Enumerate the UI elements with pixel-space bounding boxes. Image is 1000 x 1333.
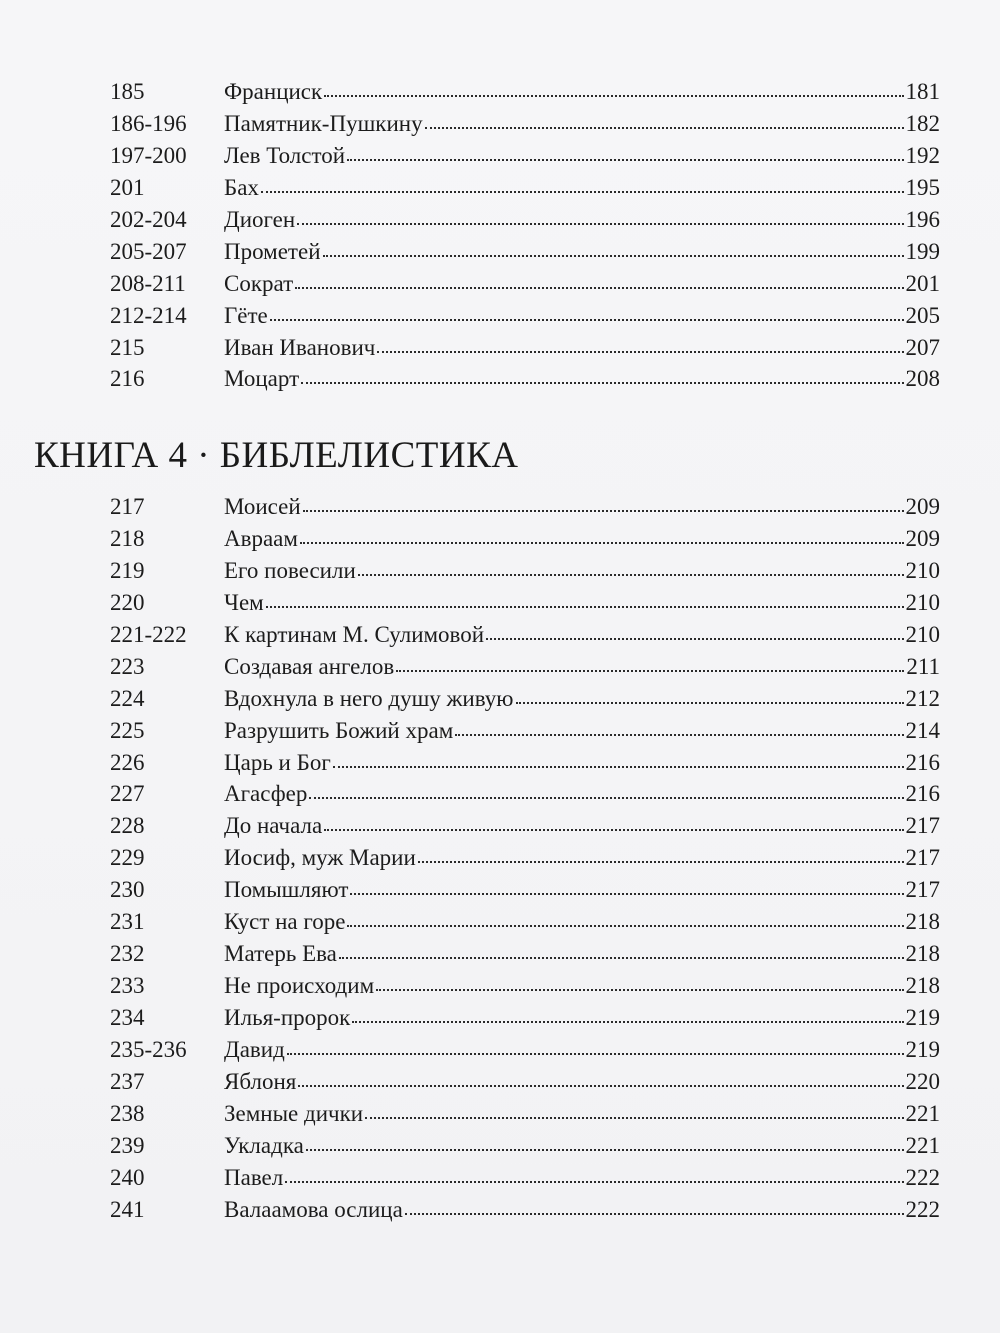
toc-entry-title: Моисей [224, 494, 301, 519]
toc-entry-number: 234 [110, 1005, 145, 1030]
toc-entry-number: 223 [110, 653, 145, 679]
toc-entry-number: 229 [110, 845, 145, 871]
toc-entry-number: 201 [110, 174, 145, 200]
toc-entry-number: 225 [110, 717, 145, 743]
toc-entry [110, 938, 940, 970]
toc-entry-number: 205-207 [110, 238, 187, 264]
toc-entry [110, 1034, 940, 1066]
toc-leader-dots [339, 941, 904, 961]
toc-entry-title: К картинам М. Сулимовой [224, 621, 485, 647]
toc-entry-number: 221-222 [110, 621, 187, 647]
toc-leader-dots [396, 654, 904, 674]
toc-leader-dots [347, 909, 903, 929]
toc-entry-title: Иосиф, муж Марии [224, 845, 416, 871]
toc-entry-page: 217 [905, 877, 940, 903]
toc-entry [110, 810, 940, 842]
toc-entry-page: 209 [905, 494, 940, 519]
toc-entry-page: 222 [905, 1164, 940, 1190]
toc-leader-dots [261, 175, 904, 195]
toc-entry-number: 197-200 [110, 142, 187, 168]
toc-entry [110, 683, 940, 715]
toc-entry-number: 186-196 [110, 110, 187, 136]
toc-entry-page: 219 [905, 1036, 940, 1062]
toc-entry [110, 1098, 940, 1130]
toc-leader-dots [365, 1101, 903, 1121]
toc-entry-page: 218 [905, 909, 940, 935]
toc-leader-dots [287, 1037, 904, 1057]
toc-entry-title: Диоген [224, 206, 296, 232]
toc-leader-dots [455, 718, 903, 738]
toc-entry-number: 227 [110, 781, 145, 807]
toc-leader-dots [516, 686, 904, 706]
toc-entry-page: 196 [905, 206, 940, 232]
toc-leader-dots [352, 1005, 903, 1025]
toc-entry-page: 210 [905, 621, 940, 647]
toc-entry-number: 230 [110, 877, 145, 903]
toc-entry-page: 214 [905, 717, 940, 743]
toc-entry-title: Чем [224, 589, 264, 615]
toc-leader-dots [297, 207, 903, 227]
toc-entry-title: Сократ [224, 270, 294, 296]
toc-entry-title: Яблоня [224, 1068, 297, 1094]
toc-entry-page: 208 [905, 366, 940, 392]
toc-entry-page: 220 [905, 1068, 940, 1094]
toc-entry [110, 204, 940, 236]
toc-leader-dots [300, 526, 904, 546]
toc-entry-number: 218 [110, 525, 145, 551]
toc-entry [110, 363, 940, 395]
toc-entry-title: Бах [224, 174, 259, 200]
toc-leader-dots [324, 79, 903, 99]
toc-entry-page: 219 [905, 1005, 940, 1030]
toc-leader-dots [324, 813, 903, 833]
toc-leader-dots [309, 781, 903, 801]
toc-entry-title: До начала [224, 813, 323, 839]
toc-entry-number: 240 [110, 1164, 145, 1190]
toc-entry-page: 217 [905, 845, 940, 871]
toc-entry [110, 1066, 940, 1098]
toc-entry [110, 1130, 940, 1162]
toc-entry [110, 1162, 940, 1194]
toc-leader-dots [295, 271, 903, 291]
toc-entry-page: 212 [905, 685, 940, 711]
toc-entry [110, 300, 940, 332]
toc-entry-title: Илья-пророк [224, 1005, 351, 1030]
toc-entry-page: 182 [905, 110, 940, 136]
toc-entry-page: 207 [905, 334, 940, 360]
toc-entry [110, 619, 940, 651]
toc-entry-page: 216 [905, 749, 940, 775]
toc-entry-title: Создавая ангелов [224, 653, 395, 679]
toc-entry-number: 231 [110, 909, 145, 935]
toc-entry-number: 212-214 [110, 302, 187, 328]
toc-entry-title: Моцарт [224, 366, 300, 392]
toc-leader-dots [350, 877, 903, 897]
toc-entry [110, 747, 940, 779]
toc-leader-dots [301, 366, 903, 386]
toc-entry-title: Вдохнула в него душу живую [224, 685, 514, 711]
toc-leader-dots [418, 845, 904, 865]
toc-leader-dots [358, 558, 904, 578]
toc-entry-number: 233 [110, 973, 145, 999]
toc-entry-number: 220 [110, 589, 145, 615]
toc-entry-number: 224 [110, 685, 145, 711]
toc-entry-number: 235-236 [110, 1036, 187, 1062]
toc-entry-page: 221 [905, 1132, 940, 1158]
toc-leader-dots [405, 1197, 904, 1217]
toc-entry [110, 970, 940, 1002]
toc-entry-page: 216 [905, 781, 940, 807]
toc-leader-dots [306, 1133, 904, 1153]
toc-entry [110, 874, 940, 906]
toc-leader-dots [347, 143, 903, 163]
toc-leader-dots [303, 494, 904, 514]
toc-entry-title: Не происходим [224, 973, 375, 999]
toc-entry-title: Прометей [224, 238, 321, 264]
toc-entry-page: 195 [905, 174, 940, 200]
toc-entry [110, 1194, 940, 1226]
toc-entry-page: 210 [905, 589, 940, 615]
toc-entry-title: Лев Толстой [224, 142, 346, 168]
toc-leader-dots [266, 590, 904, 610]
toc-entry-page: 210 [905, 557, 940, 583]
toc-entry-title: Давид [224, 1036, 285, 1062]
toc-list-bottom [110, 491, 940, 1226]
toc-entry-number: 232 [110, 941, 145, 967]
toc-entry-number: 185 [110, 79, 145, 104]
toc-leader-dots [425, 111, 904, 131]
toc-entry-page: 221 [905, 1100, 940, 1126]
toc-entry-number: 202-204 [110, 206, 187, 232]
toc-entry [110, 268, 940, 300]
toc-entry-title: Укладка [224, 1132, 304, 1158]
toc-entry-number: 208-211 [110, 270, 186, 296]
toc-entry-title: Разрушить Божий храм [224, 717, 454, 743]
toc-leader-dots [376, 973, 903, 993]
toc-entry [110, 108, 940, 140]
toc-entry-number: 241 [110, 1196, 145, 1222]
toc-leader-dots [486, 622, 903, 642]
toc-entry-title: Помышляют [224, 877, 349, 903]
toc-entry [110, 172, 940, 204]
toc-entry [110, 842, 940, 874]
toc-entry-number: 216 [110, 366, 145, 392]
toc-entry-page: 217 [905, 813, 940, 839]
toc-entry-page: 181 [905, 79, 940, 104]
toc-leader-dots [285, 1165, 903, 1185]
toc-entry [110, 587, 940, 619]
toc-entry-title: Павел [224, 1164, 284, 1190]
toc-entry-page: 192 [905, 142, 940, 168]
toc-entry-title: Земные дички [224, 1100, 364, 1126]
toc-entry-title: Куст на горе [224, 909, 346, 935]
toc-entry-page: 199 [905, 238, 940, 264]
toc-entry-number: 237 [110, 1068, 145, 1094]
toc-entry-title: Царь и Бог [224, 749, 331, 775]
toc-list-top [110, 76, 940, 395]
toc-entry-number: 239 [110, 1132, 145, 1158]
toc-entry [110, 491, 940, 523]
toc-entry [110, 140, 940, 172]
section-heading: КНИГА 4 · БИБЛЕЛИСТИКА [34, 435, 519, 476]
toc-entry-number: 238 [110, 1100, 145, 1126]
toc-entry [110, 1002, 940, 1034]
toc-entry-page: 209 [905, 525, 940, 551]
toc-entry [110, 651, 940, 683]
toc-entry-number: 215 [110, 334, 145, 360]
toc-entry-page: 218 [905, 941, 940, 967]
toc-entry [110, 555, 940, 587]
toc-entry [110, 523, 940, 555]
toc-leader-dots [298, 1069, 903, 1089]
toc-entry-page: 205 [905, 302, 940, 328]
toc-entry [110, 76, 940, 108]
toc-entry-title: Агасфер [224, 781, 308, 807]
toc-entry-number: 228 [110, 813, 145, 839]
toc-entry [110, 906, 940, 938]
toc-entry-page: 218 [905, 973, 940, 999]
toc-entry-title: Франциск [224, 79, 323, 104]
toc-entry-page: 211 [906, 653, 940, 679]
toc-entry-title: Матерь Ева [224, 941, 337, 967]
toc-leader-dots [333, 750, 904, 770]
toc-entry-title: Гёте [224, 302, 268, 328]
toc-entry-number: 219 [110, 557, 145, 583]
toc-entry [110, 332, 940, 364]
toc-entry-title: Его повесили [224, 557, 356, 583]
toc-entry-title: Авраам [224, 525, 298, 551]
toc-entry-page: 201 [905, 270, 940, 296]
toc-entry-title: Валаамова ослица [224, 1196, 403, 1222]
toc-entry-title: Памятник-Пушкину [224, 110, 423, 136]
toc-entry-number: 226 [110, 749, 145, 775]
toc-leader-dots [377, 335, 903, 355]
toc-leader-dots [323, 239, 904, 259]
toc-entry-page: 222 [905, 1196, 940, 1222]
toc-entry [110, 778, 940, 810]
toc-entry [110, 715, 940, 747]
toc-leader-dots [270, 303, 904, 323]
toc-entry-number: 217 [110, 494, 145, 519]
toc-entry-title: Иван Иванович [224, 334, 376, 360]
toc-entry [110, 236, 940, 268]
